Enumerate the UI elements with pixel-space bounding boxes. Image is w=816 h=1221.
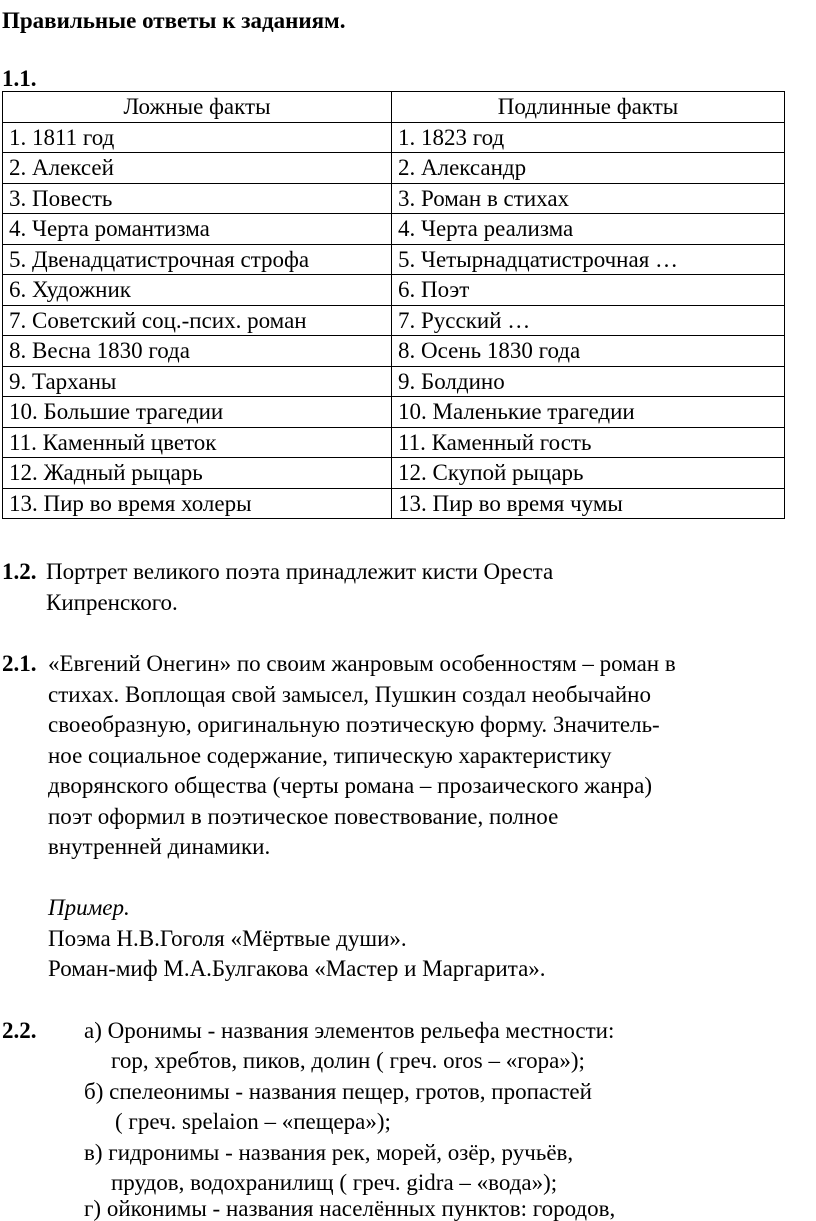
section-2-1-line: своеобразную, оригинальную поэтическую форму. Значитель- — [48, 712, 660, 737]
section-2-1-line: «Евгений Онегин» по своим жанровым особенностям – роман в — [48, 651, 676, 676]
true-fact-cell: 11. Каменный гость — [392, 427, 785, 458]
section-2-2-line: а) Оронимы - названия элементов рельефа местности: — [84, 1018, 615, 1043]
false-fact-cell: 6. Художник — [3, 275, 392, 306]
section-2-1-line: внутренней динамики. — [48, 834, 271, 859]
section-1-2-label: 1.2. — [2, 559, 37, 584]
table-row — [3, 305, 785, 336]
false-fact-cell: 12. Жадный рыцарь — [3, 458, 392, 489]
false-fact-cell: 9. Тарханы — [3, 366, 392, 397]
table-row — [3, 397, 785, 428]
false-fact-cell: 2. Алексей — [3, 153, 392, 184]
false-fact-cell: 13. Пир во время холеры — [3, 488, 392, 519]
header-false-facts: Ложные факты — [3, 92, 392, 123]
section-2-2-line: в) гидронимы - названия рек, морей, озёр, ручьёв, — [84, 1140, 574, 1165]
true-fact-cell: 5. Четырнадцатистрочная … — [392, 244, 785, 275]
true-fact-cell: 7. Русский … — [392, 305, 785, 336]
section-1-2-line: Портрет великого поэта принадлежит кисти Ореста — [46, 559, 554, 584]
true-fact-cell: 12. Скупой рыцарь — [392, 458, 785, 489]
section-2-1-line: ное социальное содержание, типическую характеристику — [48, 743, 612, 768]
table-header-row — [3, 92, 785, 123]
true-fact-cell: 6. Поэт — [392, 275, 785, 306]
table-row — [3, 427, 785, 458]
section-2-2-line: б) спелеонимы - названия пещер, гротов, пропастей — [84, 1079, 592, 1104]
section-2-2-line: гор, хребтов, пиков, долин ( греч. oros – «гора»); — [111, 1048, 585, 1073]
section-2-1-line: стихах. Воплощая свой замысел, Пушкин создал необычайно — [48, 682, 651, 707]
table-row — [3, 275, 785, 306]
table-row — [3, 458, 785, 489]
section-1-2-line: Кипренского. — [46, 590, 178, 615]
table-row — [3, 488, 785, 519]
header-true-facts: Подлинные факты — [392, 92, 785, 123]
false-fact-cell: 5. Двенадцатистрочная строфа — [3, 244, 392, 275]
table-row — [3, 153, 785, 184]
section-1-1-label: 1.1. — [2, 66, 37, 91]
section-2-1-line: поэт оформил в поэтическое повествование, полное — [48, 804, 559, 829]
table-row — [3, 336, 785, 367]
false-fact-cell: 4. Черта романтизма — [3, 214, 392, 245]
false-fact-cell: 3. Повесть — [3, 183, 392, 214]
table-row — [3, 366, 785, 397]
true-fact-cell: 1. 1823 год — [392, 122, 785, 153]
false-fact-cell: 7. Советский соц.-псих. роман — [3, 305, 392, 336]
false-fact-cell: 8. Весна 1830 года — [3, 336, 392, 367]
table-row — [3, 183, 785, 214]
true-fact-cell: 9. Болдино — [392, 366, 785, 397]
table-row — [3, 214, 785, 245]
facts-table — [2, 91, 785, 519]
section-2-2-line: ( греч. spelaion – «пещера»); — [115, 1109, 391, 1134]
true-fact-cell: 10. Маленькие трагедии — [392, 397, 785, 428]
example-item: Поэма Н.В.Гоголя «Мёртвые души». — [48, 926, 407, 951]
true-fact-cell: 13. Пир во время чумы — [392, 488, 785, 519]
false-fact-cell: 1. 1811 год — [3, 122, 392, 153]
false-fact-cell: 11. Каменный цветок — [3, 427, 392, 458]
section-2-2-line: г) ойконимы - названия населённых пунктов: городов, — [84, 1196, 616, 1221]
section-2-2-label: 2.2. — [2, 1018, 37, 1043]
table-row — [3, 244, 785, 275]
false-fact-cell: 10. Большие трагедии — [3, 397, 392, 428]
true-fact-cell: 3. Роман в стихах — [392, 183, 785, 214]
section-2-2-line: прудов, водохранилищ ( греч. gidra – «вода»); — [111, 1170, 558, 1195]
section-2-1-label: 2.1. — [2, 651, 37, 676]
example-label: Пример. — [48, 895, 130, 920]
page-title: Правильные ответы к заданиям. — [2, 8, 346, 33]
true-fact-cell: 2. Александр — [392, 153, 785, 184]
true-fact-cell: 8. Осень 1830 года — [392, 336, 785, 367]
section-2-1-line: дворянского общества (черты романа – прозаического жанра) — [48, 773, 653, 798]
true-fact-cell: 4. Черта реализма — [392, 214, 785, 245]
table-row — [3, 122, 785, 153]
example-item: Роман-миф М.А.Булгакова «Мастер и Маргарита». — [48, 956, 546, 981]
